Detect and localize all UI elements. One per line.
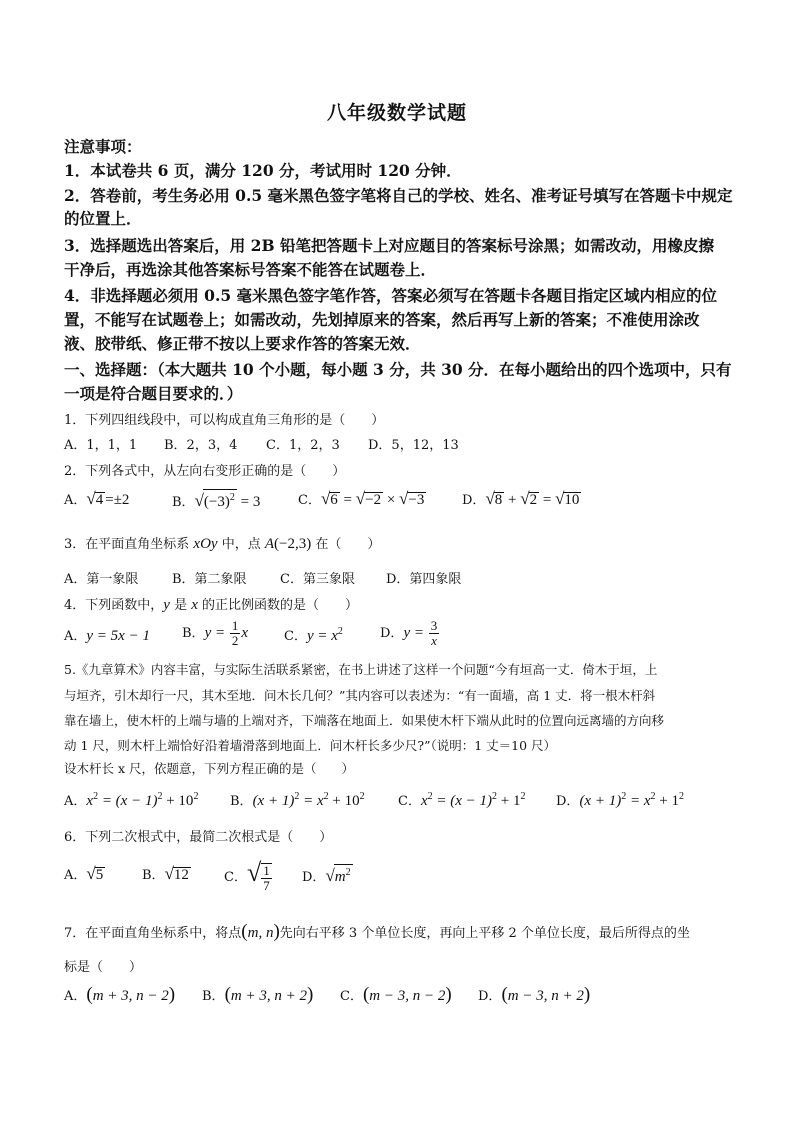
math-expr: + 1 xyxy=(655,793,679,809)
note-line: 的位置上． xyxy=(64,209,142,228)
stem-text: 7．在平面直角坐标系中，将点 xyxy=(64,926,242,941)
math-expr: + 10 xyxy=(328,793,360,809)
math-var: A xyxy=(264,536,274,552)
question-7-stem: 标是（ ） xyxy=(64,960,143,975)
question-3-stem xyxy=(64,533,734,553)
math-expr: y = xyxy=(204,624,229,641)
radicand: 8 xyxy=(494,492,503,508)
option-label: A． xyxy=(64,629,87,644)
math-expr: m + 3, n + 2 xyxy=(230,988,307,1004)
option-b: B．$√(-3)^2 = 3$ xyxy=(172,491,261,510)
option-c: C．√ $\frac{1}{7}$ xyxy=(224,858,270,893)
stem-text: 是 xyxy=(169,598,192,613)
radicand: (−3) xyxy=(203,494,230,510)
exponent: 2 xyxy=(93,791,99,802)
radicand: 4 xyxy=(95,492,104,508)
math-expr: m + 3, n − 2 xyxy=(92,988,169,1004)
option-a xyxy=(64,625,150,645)
math-expr: y = 5x − 1 xyxy=(86,628,150,644)
math-expr: (x + 1) xyxy=(252,793,295,809)
radicand: −2 xyxy=(365,492,382,508)
option-label: D． xyxy=(556,794,580,809)
option-a: A．√5 xyxy=(64,864,104,883)
option-b: B．2，3，4 xyxy=(164,438,238,453)
option-c: C．(m − 3, n − 2) xyxy=(340,984,452,1005)
option-d: D．(m − 3, n + 2) xyxy=(478,984,591,1005)
exponent: 2 xyxy=(650,791,656,802)
question-5-line: 5.《九章算术》内容丰富，与实际生活联系紧密，在书上讲述了这样一个问题“今有垣高一丈．倚木于垣，上 xyxy=(64,662,658,677)
option-label: B． xyxy=(172,495,195,510)
note-line: 3．选择题选出答案后，用 2B 铅笔把答题卡上对应题目的答案标号涂黑；如需改动，用橡皮擦 xyxy=(64,236,714,255)
option-label: D． xyxy=(380,625,404,641)
stem-text: 的正比例函数的是（ ） xyxy=(197,598,359,613)
question-1-stem: 1．下列四组线段中，可以构成直角三角形的是（ ） xyxy=(64,413,385,428)
option-label: B． xyxy=(230,794,253,809)
option-d xyxy=(556,790,684,810)
exponent: 2 xyxy=(492,791,498,802)
math-expr: = (x − 1) xyxy=(432,793,493,809)
exponent: 2 xyxy=(229,492,235,503)
option-label: A． xyxy=(64,794,87,809)
exponent: 2 xyxy=(337,626,343,637)
option-a: A．(m + 3, n − 2) xyxy=(64,984,176,1005)
math-var: y xyxy=(163,597,170,613)
radicand: −3 xyxy=(408,492,425,508)
math-text: =±2 xyxy=(105,492,130,508)
exponent: 2 xyxy=(345,867,351,878)
stem-text: 中，点 xyxy=(217,537,265,552)
question-2-stem: 2．下列各式中，从左向右变形正确的是（ ） xyxy=(64,464,346,479)
math-expr: m, n xyxy=(247,925,274,941)
option-b: B．(m + 3, n + 2) xyxy=(202,984,314,1005)
exponent: 2 xyxy=(678,791,684,802)
radicand: 10 xyxy=(564,492,580,508)
page-title: 八年级数学试题 xyxy=(326,102,467,124)
exponent: 2 xyxy=(621,791,627,802)
note-line: 4．非选择题必须用 0.5 毫米黑色签字笔作答，答案必须写在答题卡各题目指定区域内相应的位 xyxy=(64,286,718,305)
math-expr: x xyxy=(420,793,428,809)
fraction xyxy=(230,619,241,648)
radicand: m xyxy=(334,869,346,885)
option-c xyxy=(398,790,526,810)
stem-text: 4．下列函数中， xyxy=(64,598,164,613)
option-label: A． xyxy=(64,868,87,883)
stem-text: 3．在平面直角坐标系 xyxy=(64,537,194,552)
option-label: C． xyxy=(340,989,363,1004)
option-label: D． xyxy=(478,989,502,1004)
option-label: C． xyxy=(298,493,321,508)
math-expr: (x + 1) xyxy=(579,793,622,809)
option-b: B．第二象限 xyxy=(172,572,247,587)
exponent: 2 xyxy=(294,791,300,802)
note-line: 干净后，再选涂其他答案标号答案不能答在试题卷上． xyxy=(64,260,437,279)
question-6-stem: 6．下列二次根式中，最简二次根式是（ ） xyxy=(64,830,333,845)
numerator: 3 xyxy=(430,618,438,633)
math-var: x xyxy=(241,624,249,641)
denominator: 2 xyxy=(231,633,239,648)
option-label: B． xyxy=(142,868,165,883)
math-text: (−2,3) xyxy=(274,536,312,552)
math-expr: = x xyxy=(626,793,651,809)
option-d: D．5，12，13 xyxy=(368,438,459,453)
math-expr: x xyxy=(86,793,94,809)
option-label: D． xyxy=(302,870,326,885)
option-d: D．第四象限 xyxy=(386,572,462,587)
option-c xyxy=(284,625,343,645)
option-label: A． xyxy=(64,989,87,1004)
math-expr: + 1 xyxy=(497,793,521,809)
option-label: B． xyxy=(202,989,225,1004)
stem-text: 先向右平移 3 个单位长度，再向上平移 2 个单位长度，最后所得点的坐 xyxy=(279,926,690,941)
math-expr: = (x − 1) xyxy=(98,793,158,809)
math-expr: y = xyxy=(403,624,428,641)
option-d: D．$√m^2$ xyxy=(302,866,351,885)
option-d xyxy=(380,619,440,648)
math-text: = 3 xyxy=(240,494,261,510)
notes-heading: 注意事项： xyxy=(64,137,142,156)
exponent: 2 xyxy=(520,791,526,802)
option-b xyxy=(182,619,248,648)
numerator: 1 xyxy=(263,862,270,878)
denominator: 7 xyxy=(263,877,270,893)
math-expr: m − 3, n − 2 xyxy=(369,988,446,1004)
exponent: 2 xyxy=(359,791,365,802)
option-c: C．第三象限 xyxy=(280,572,355,587)
question-5-line: 设木杆长 x 尺，依题意，下列方程正确的是（ ） xyxy=(64,761,354,776)
question-5-line: 与垣齐，引木却行一尺，其木至地．问木长几何？”其内容可以表述为：“有一面墙，高 1 丈．将一根木杆斜 xyxy=(64,688,656,703)
option-a xyxy=(64,790,198,810)
math-text: + xyxy=(504,492,521,508)
note-line: 1．本试卷共 6 页，满分 120 分，考试用时 120 分钟． xyxy=(64,161,462,180)
option-label: C． xyxy=(224,870,247,885)
option-d: D．√8 + √2 = √10 xyxy=(462,489,580,508)
radicand: 6 xyxy=(330,492,338,508)
exponent: 2 xyxy=(157,791,163,802)
question-7-stem: 7．在平面直角坐标系中，将点(m, n)先向右平移 3 个单位长度，再向上平移 2 个单位长度，最后所得点的坐 xyxy=(64,921,690,942)
note-line: 置，不能写在试题卷上；如需改动，先划掉原来的答案，然后再写上新的答案；不准使用涂改 xyxy=(64,310,700,329)
math-expr: m − 3, n + 2 xyxy=(507,988,584,1004)
option-a: A．√4 =±2 xyxy=(64,489,130,508)
question-5-line: 靠在墙上，使木杆的上端与墙的上端对齐，下端落在地面上．如果使木杆下端从此时的位置向远离墙的方向移 xyxy=(64,713,665,728)
math-var: xOy xyxy=(193,536,218,552)
section-heading: 一项是符合题目要求的．） xyxy=(64,384,243,403)
math-text: = xyxy=(539,492,556,508)
option-b: B．√12 xyxy=(142,864,189,883)
exponent: 2 xyxy=(193,791,199,802)
stem-text: 在（ ） xyxy=(311,537,381,552)
option-a: A．第一象限 xyxy=(64,572,139,587)
option-c: C．√6 = √−2 × √−3 xyxy=(298,489,425,508)
radicand: 5 xyxy=(95,867,104,883)
math-text: × xyxy=(383,492,400,508)
math-text: = xyxy=(343,492,356,508)
question-4-stem xyxy=(64,594,734,614)
option-c: C．1，2，3 xyxy=(266,438,340,453)
numerator: 1 xyxy=(231,618,239,633)
option-a: A．1，1，1 xyxy=(64,438,138,453)
exponent: 2 xyxy=(427,791,433,802)
option-label: B． xyxy=(182,625,205,641)
question-5-line: 动 1 尺，则木杆上端恰好沿着墙滑落到地面上．问木杆长多少尺?”（说明：1 丈＝10 尺） xyxy=(64,738,557,753)
fraction xyxy=(261,863,272,893)
option-label: C． xyxy=(398,794,421,809)
math-var: x xyxy=(191,597,198,613)
radicand: 12 xyxy=(173,867,189,883)
fraction xyxy=(429,619,440,648)
option-label: C． xyxy=(284,629,307,644)
math-expr: + 10 xyxy=(162,793,194,809)
option-b xyxy=(230,790,365,810)
math-expr: y = x xyxy=(306,628,338,644)
note-line: 液、胶带纸、修正带不按以上要求作答的答案无效． xyxy=(64,334,421,353)
note-line: 2．答卷前，考生务必用 0.5 毫米黑色签字笔将自己的学校、姓名、准考证号填写在答题卡中规定 xyxy=(64,186,733,205)
option-label: D． xyxy=(462,493,486,508)
section-heading: 一、选择题：（本大题共 10 个小题，每小题 3 分，共 30 分．在每小题给出的四个选项中，只有 xyxy=(64,360,732,379)
option-label: A． xyxy=(64,493,87,508)
math-expr: = x xyxy=(299,793,324,809)
radicand: 2 xyxy=(529,492,538,508)
denominator: x xyxy=(431,633,437,648)
exponent: 2 xyxy=(323,791,329,802)
